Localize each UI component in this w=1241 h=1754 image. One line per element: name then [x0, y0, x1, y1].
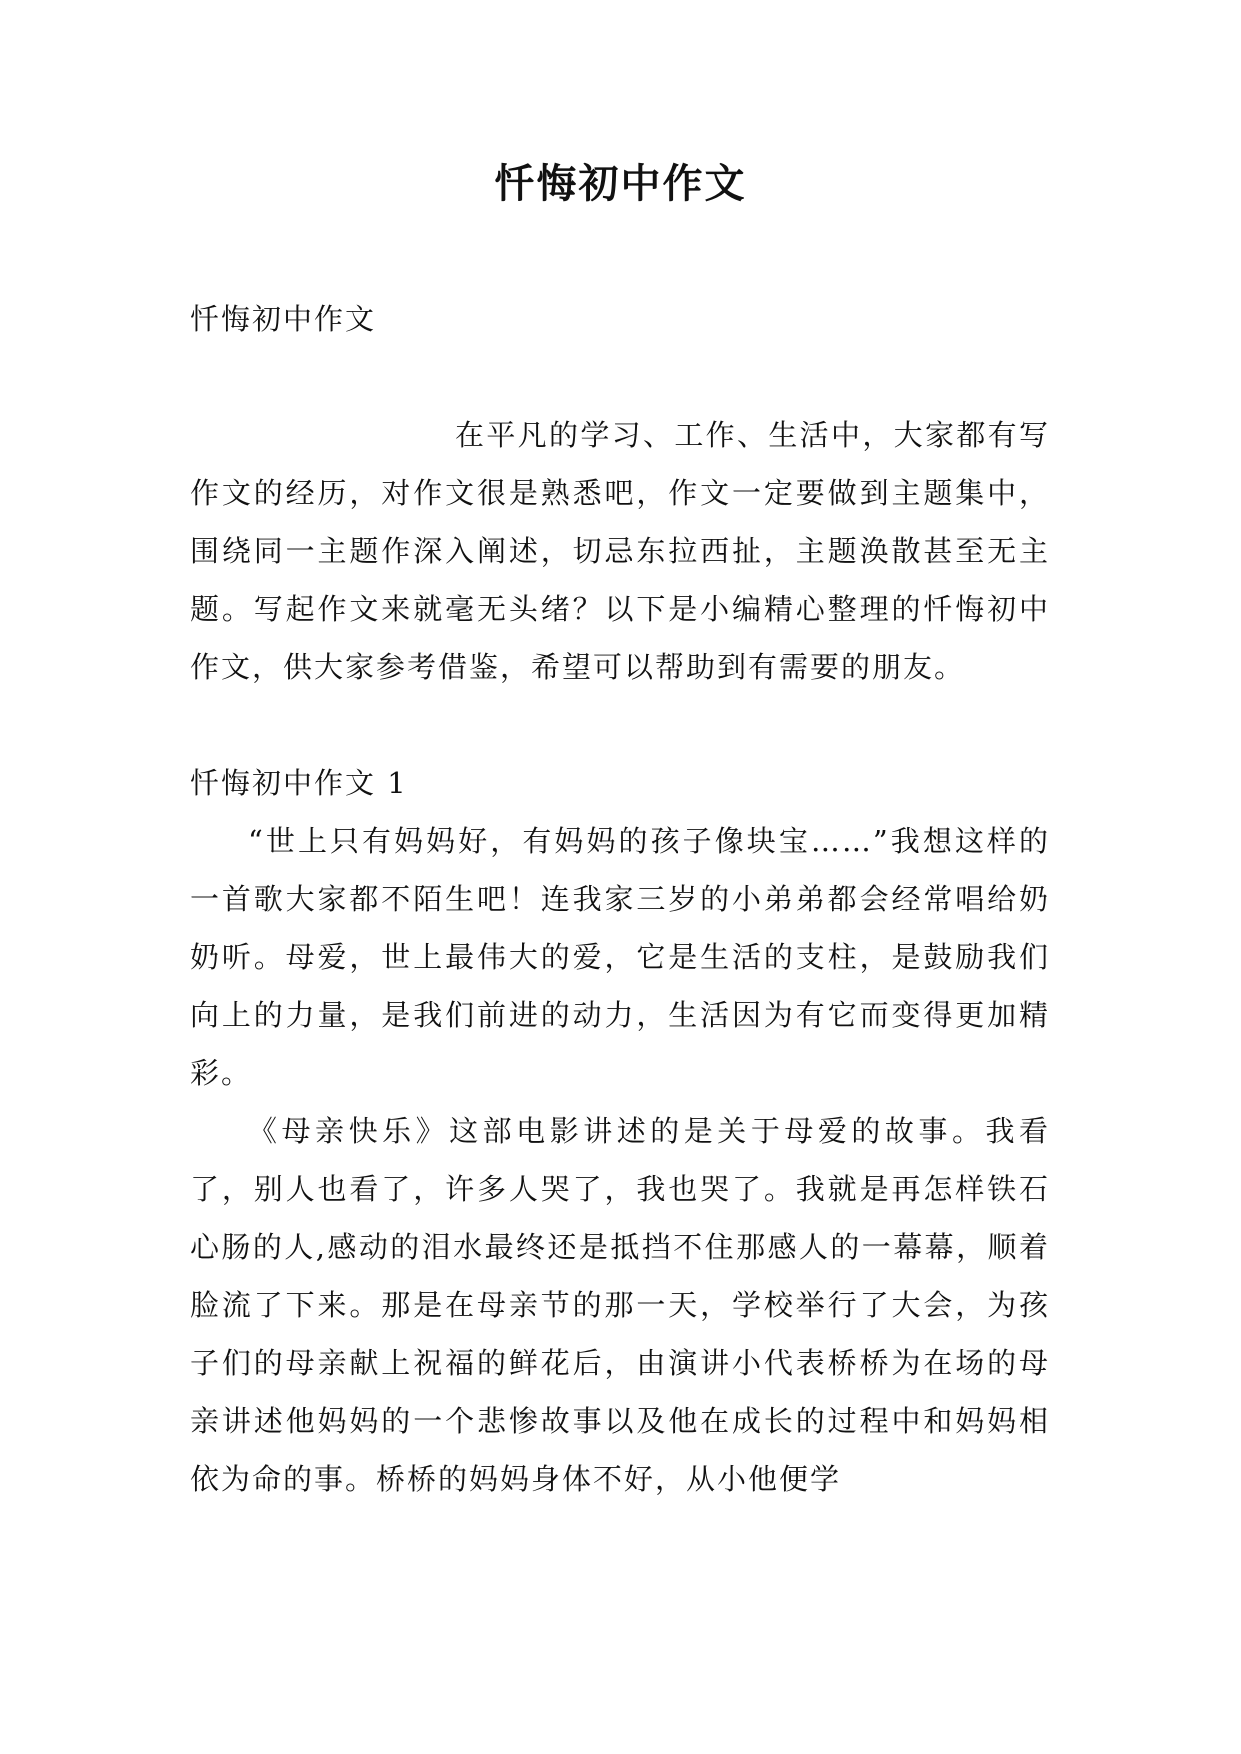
page-title: 忏悔初中作文	[494, 161, 747, 207]
document-subtitle: 忏悔初中作文	[190, 302, 377, 336]
intro-paragraph: 在平凡的学习、工作、生活中，大家都有写作文的经历，对作文很是熟悉吧，作文一定要做到主题集中，围绕同一主题作深入阐述，切忌东拉西扯，主题涣散甚至无主题。写起作文来就毫无头绪？以下是小编精心整理的忏悔初中作文，供大家参考借鉴，希望可以帮助到有需要的朋友。	[190, 418, 1050, 684]
body-paragraph: 《母亲快乐》这部电影讲述的是关于母爱的故事。我看了，别人也看了，许多人哭了，我也哭了。我就是再怎样铁石心肠的人,感动的泪水最终还是抵挡不住那感人的一幕幕，顺着脸流了下来。那是在母亲节的那一天，学校举行了大会，为孩子们的母亲献上祝福的鲜花后，由演讲小代表桥桥为在场的母亲讲述他妈妈的一个悲惨故事以及他在成长的过程中和妈妈相依为命的事。桥桥的妈妈身体不好，从小他便学	[190, 1114, 1050, 1496]
document-body	[190, 290, 1050, 1508]
section-heading: 忏悔初中作文 1	[190, 766, 408, 800]
body-paragraph: “世上只有妈妈好，有妈妈的孩子像块宝……”我想这样的一首歌大家都不陌生吧！连我家三岁的小弟弟都会经常唱给奶奶听。母爱，世上最伟大的爱，它是生活的支柱，是鼓励我们向上的力量，是我们前进的动力，生活因为有它而变得更加精彩。	[190, 824, 1050, 1090]
